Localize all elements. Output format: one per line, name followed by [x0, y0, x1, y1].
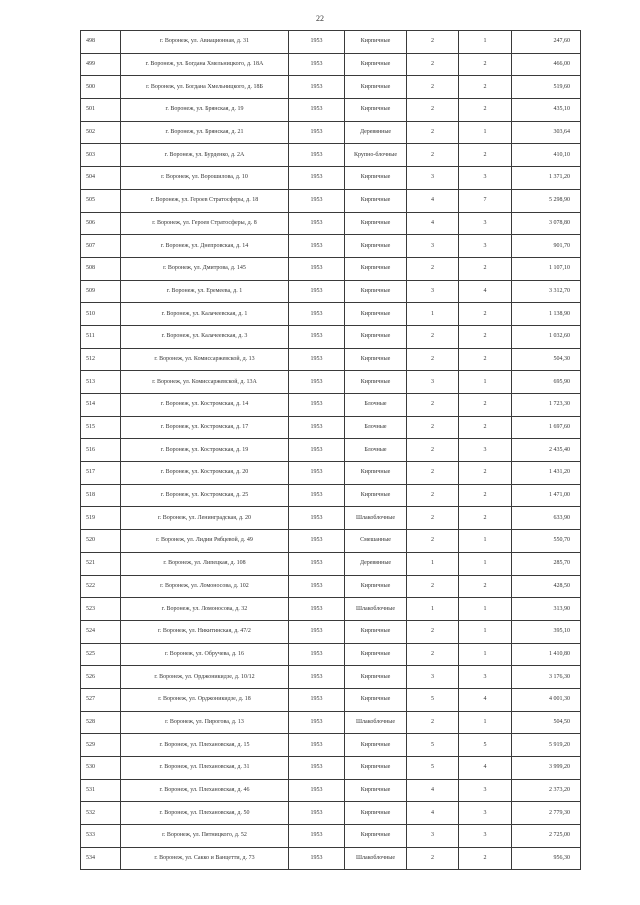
- cell-floors: 4: [407, 189, 459, 212]
- cell-material: Кирпичные: [345, 779, 407, 802]
- cell-entrances: 2: [459, 507, 512, 530]
- cell-entrances: 3: [459, 212, 512, 235]
- cell-year: 1953: [289, 484, 345, 507]
- table-row: [81, 235, 581, 258]
- cell-area: 695,90: [512, 371, 581, 394]
- cell-year: 1953: [289, 189, 345, 212]
- cell-num: 500: [81, 76, 121, 99]
- cell-floors: 2: [407, 76, 459, 99]
- cell-entrances: 4: [459, 688, 512, 711]
- cell-area: 2 725,00: [512, 825, 581, 848]
- cell-area: 1 032,60: [512, 325, 581, 348]
- cell-material: Кирпичные: [345, 303, 407, 326]
- cell-area: 1 431,20: [512, 462, 581, 485]
- cell-address: г. Воронеж, ул. Сакко и Ванцетти, д. 73: [121, 847, 289, 870]
- cell-material: Блочные: [345, 394, 407, 417]
- cell-material: Деревянные: [345, 121, 407, 144]
- cell-entrances: 2: [459, 348, 512, 371]
- cell-entrances: 7: [459, 189, 512, 212]
- table-row: [81, 575, 581, 598]
- cell-year: 1953: [289, 462, 345, 485]
- cell-area: 504,30: [512, 348, 581, 371]
- cell-area: 519,60: [512, 76, 581, 99]
- cell-area: 1 471,00: [512, 484, 581, 507]
- cell-num: 505: [81, 189, 121, 212]
- table-row: [81, 825, 581, 848]
- cell-address: г. Воронеж, ул. Плехановская, д. 50: [121, 802, 289, 825]
- cell-year: 1953: [289, 416, 345, 439]
- cell-year: 1953: [289, 348, 345, 371]
- cell-num: 527: [81, 688, 121, 711]
- cell-floors: 2: [407, 394, 459, 417]
- cell-area: 4 001,30: [512, 688, 581, 711]
- cell-year: 1953: [289, 688, 345, 711]
- cell-entrances: 1: [459, 121, 512, 144]
- cell-floors: 2: [407, 530, 459, 553]
- cell-floors: 5: [407, 688, 459, 711]
- cell-address: г. Воронеж, ул. Обручева, д. 16: [121, 643, 289, 666]
- cell-num: 515: [81, 416, 121, 439]
- cell-year: 1953: [289, 802, 345, 825]
- cell-num: 521: [81, 552, 121, 575]
- table-row: [81, 643, 581, 666]
- cell-address: г. Воронеж, ул. Костромская, д. 20: [121, 462, 289, 485]
- table-row: [81, 462, 581, 485]
- cell-address: г. Воронеж, ул. Ленинградская, д. 20: [121, 507, 289, 530]
- cell-address: г. Воронеж, ул. Плехановская, д. 46: [121, 779, 289, 802]
- cell-year: 1953: [289, 280, 345, 303]
- cell-entrances: 4: [459, 757, 512, 780]
- cell-area: 2 779,30: [512, 802, 581, 825]
- cell-address: г. Воронеж, ул. Еремеева, д. 1: [121, 280, 289, 303]
- table-row: [81, 666, 581, 689]
- cell-floors: 4: [407, 212, 459, 235]
- cell-entrances: 1: [459, 530, 512, 553]
- cell-area: 303,64: [512, 121, 581, 144]
- cell-area: 956,30: [512, 847, 581, 870]
- cell-material: Кирпичные: [345, 280, 407, 303]
- table-row: [81, 280, 581, 303]
- table-row: [81, 257, 581, 280]
- cell-material: Блочные: [345, 439, 407, 462]
- cell-material: Блочные: [345, 416, 407, 439]
- table-row: [81, 371, 581, 394]
- table-row: [81, 530, 581, 553]
- cell-area: 428,50: [512, 575, 581, 598]
- cell-num: 506: [81, 212, 121, 235]
- table-row: [81, 212, 581, 235]
- cell-entrances: 3: [459, 439, 512, 462]
- cell-floors: 3: [407, 371, 459, 394]
- cell-floors: 3: [407, 235, 459, 258]
- cell-floors: 2: [407, 348, 459, 371]
- cell-floors: 2: [407, 257, 459, 280]
- cell-address: г. Воронеж, ул. Богдана Хмельницкого, д. 18А: [121, 53, 289, 76]
- cell-material: Кирпичные: [345, 462, 407, 485]
- cell-area: 410,10: [512, 144, 581, 167]
- cell-material: Кирпичные: [345, 575, 407, 598]
- cell-num: 528: [81, 711, 121, 734]
- cell-num: 503: [81, 144, 121, 167]
- cell-entrances: 2: [459, 53, 512, 76]
- cell-material: Кирпичные: [345, 167, 407, 190]
- cell-area: 633,90: [512, 507, 581, 530]
- cell-floors: 4: [407, 802, 459, 825]
- cell-entrances: 1: [459, 598, 512, 621]
- table-row: [81, 802, 581, 825]
- cell-entrances: 2: [459, 99, 512, 122]
- cell-material: Кирпичные: [345, 484, 407, 507]
- cell-num: 523: [81, 598, 121, 621]
- cell-area: 3 999,20: [512, 757, 581, 780]
- cell-entrances: 3: [459, 802, 512, 825]
- cell-entrances: 3: [459, 167, 512, 190]
- cell-year: 1953: [289, 235, 345, 258]
- cell-num: 522: [81, 575, 121, 598]
- cell-num: 511: [81, 325, 121, 348]
- cell-entrances: 1: [459, 620, 512, 643]
- cell-year: 1953: [289, 711, 345, 734]
- table-row: [81, 99, 581, 122]
- cell-address: г. Воронеж, ул. Костромская, д. 17: [121, 416, 289, 439]
- cell-material: Кирпичные: [345, 348, 407, 371]
- cell-address: г. Воронеж, ул. Костромская, д. 14: [121, 394, 289, 417]
- table-row: [81, 734, 581, 757]
- cell-material: Кирпичные: [345, 257, 407, 280]
- table-row: [81, 484, 581, 507]
- cell-area: 3 176,30: [512, 666, 581, 689]
- cell-floors: 2: [407, 507, 459, 530]
- cell-entrances: 1: [459, 643, 512, 666]
- cell-year: 1953: [289, 76, 345, 99]
- cell-area: 313,90: [512, 598, 581, 621]
- cell-year: 1953: [289, 575, 345, 598]
- cell-num: 507: [81, 235, 121, 258]
- table-row: [81, 167, 581, 190]
- cell-entrances: 2: [459, 325, 512, 348]
- table-row: [81, 325, 581, 348]
- cell-area: 1 697,60: [512, 416, 581, 439]
- cell-num: 519: [81, 507, 121, 530]
- cell-floors: 2: [407, 31, 459, 54]
- cell-entrances: 2: [459, 257, 512, 280]
- cell-material: Кирпичные: [345, 643, 407, 666]
- cell-entrances: 5: [459, 734, 512, 757]
- cell-material: Кирпичные: [345, 76, 407, 99]
- cell-num: 529: [81, 734, 121, 757]
- cell-material: Кирпичные: [345, 371, 407, 394]
- table-row: [81, 121, 581, 144]
- cell-material: Крупно-блочные: [345, 144, 407, 167]
- cell-address: г. Воронеж, ул. Комиссаржевской, д. 13А: [121, 371, 289, 394]
- cell-address: г. Воронеж, ул. Плехановская, д. 31: [121, 757, 289, 780]
- cell-area: 3 312,70: [512, 280, 581, 303]
- cell-year: 1953: [289, 530, 345, 553]
- cell-entrances: 3: [459, 666, 512, 689]
- cell-area: 285,70: [512, 552, 581, 575]
- cell-material: Кирпичные: [345, 757, 407, 780]
- cell-material: Кирпичные: [345, 53, 407, 76]
- cell-entrances: 1: [459, 371, 512, 394]
- cell-floors: 2: [407, 99, 459, 122]
- table-row: [81, 394, 581, 417]
- cell-num: 531: [81, 779, 121, 802]
- cell-year: 1953: [289, 507, 345, 530]
- cell-num: 532: [81, 802, 121, 825]
- cell-num: 514: [81, 394, 121, 417]
- cell-year: 1953: [289, 825, 345, 848]
- cell-num: 513: [81, 371, 121, 394]
- cell-floors: 3: [407, 825, 459, 848]
- cell-num: 501: [81, 99, 121, 122]
- cell-floors: 2: [407, 325, 459, 348]
- cell-floors: 2: [407, 416, 459, 439]
- cell-floors: 3: [407, 280, 459, 303]
- cell-material: Кирпичные: [345, 620, 407, 643]
- cell-year: 1953: [289, 212, 345, 235]
- cell-year: 1953: [289, 144, 345, 167]
- cell-area: 395,10: [512, 620, 581, 643]
- cell-num: 533: [81, 825, 121, 848]
- cell-year: 1953: [289, 598, 345, 621]
- cell-area: 1 138,90: [512, 303, 581, 326]
- cell-material: Смешанные: [345, 530, 407, 553]
- cell-area: 1 723,30: [512, 394, 581, 417]
- cell-entrances: 2: [459, 394, 512, 417]
- table-row: [81, 416, 581, 439]
- cell-year: 1953: [289, 371, 345, 394]
- cell-floors: 2: [407, 847, 459, 870]
- table-row: [81, 507, 581, 530]
- cell-floors: 1: [407, 552, 459, 575]
- cell-address: г. Воронеж, ул. Костромская, д. 19: [121, 439, 289, 462]
- table-body: [81, 31, 581, 870]
- cell-address: г. Воронеж, ул. Героев Стратосферы, д. 18: [121, 189, 289, 212]
- table-row: [81, 348, 581, 371]
- cell-address: г. Воронеж, ул. Плехановская, д. 15: [121, 734, 289, 757]
- cell-material: Кирпичные: [345, 235, 407, 258]
- cell-material: Шлакоблочные: [345, 847, 407, 870]
- cell-floors: 1: [407, 598, 459, 621]
- cell-area: 550,70: [512, 530, 581, 553]
- cell-year: 1953: [289, 779, 345, 802]
- cell-material: Кирпичные: [345, 825, 407, 848]
- cell-area: 1 371,20: [512, 167, 581, 190]
- cell-material: Кирпичные: [345, 734, 407, 757]
- cell-floors: 1: [407, 303, 459, 326]
- cell-year: 1953: [289, 167, 345, 190]
- cell-address: г. Воронеж, ул. Пирогова, д. 13: [121, 711, 289, 734]
- cell-num: 502: [81, 121, 121, 144]
- cell-floors: 2: [407, 711, 459, 734]
- cell-area: 5 298,90: [512, 189, 581, 212]
- cell-material: Кирпичные: [345, 212, 407, 235]
- cell-floors: 5: [407, 757, 459, 780]
- cell-year: 1953: [289, 847, 345, 870]
- cell-floors: 2: [407, 620, 459, 643]
- cell-entrances: 1: [459, 552, 512, 575]
- cell-area: 435,10: [512, 99, 581, 122]
- cell-entrances: 2: [459, 462, 512, 485]
- cell-floors: 2: [407, 144, 459, 167]
- cell-year: 1953: [289, 53, 345, 76]
- table-row: [81, 439, 581, 462]
- table-row: [81, 144, 581, 167]
- cell-entrances: 2: [459, 416, 512, 439]
- cell-floors: 2: [407, 484, 459, 507]
- cell-address: г. Воронеж, ул. Брянская, д. 21: [121, 121, 289, 144]
- cell-address: г. Воронеж, ул. Бурденко, д. 2А: [121, 144, 289, 167]
- cell-material: Шлакоблочные: [345, 507, 407, 530]
- cell-year: 1953: [289, 734, 345, 757]
- table-row: [81, 303, 581, 326]
- cell-num: 530: [81, 757, 121, 780]
- cell-area: 901,70: [512, 235, 581, 258]
- cell-area: 2 435,40: [512, 439, 581, 462]
- cell-area: 5 919,20: [512, 734, 581, 757]
- cell-address: г. Воронеж, ул. Никитинская, д. 47/2: [121, 620, 289, 643]
- cell-num: 499: [81, 53, 121, 76]
- cell-entrances: 1: [459, 31, 512, 54]
- cell-year: 1953: [289, 121, 345, 144]
- table-row: [81, 53, 581, 76]
- cell-material: Шлакоблочные: [345, 711, 407, 734]
- cell-entrances: 3: [459, 235, 512, 258]
- cell-entrances: 2: [459, 484, 512, 507]
- cell-material: Кирпичные: [345, 688, 407, 711]
- cell-area: 1 107,10: [512, 257, 581, 280]
- cell-address: г. Воронеж, ул. Дмитрова, д. 145: [121, 257, 289, 280]
- cell-floors: 3: [407, 167, 459, 190]
- cell-num: 509: [81, 280, 121, 303]
- table-row: [81, 688, 581, 711]
- cell-area: 1 410,80: [512, 643, 581, 666]
- cell-num: 512: [81, 348, 121, 371]
- cell-address: г. Воронеж, ул. Ломоносова, д. 32: [121, 598, 289, 621]
- cell-address: г. Воронеж, ул. Комиссаржевской, д. 13: [121, 348, 289, 371]
- table-row: [81, 598, 581, 621]
- cell-floors: 5: [407, 734, 459, 757]
- cell-num: 498: [81, 31, 121, 54]
- cell-floors: 2: [407, 439, 459, 462]
- cell-year: 1953: [289, 757, 345, 780]
- table-row: [81, 76, 581, 99]
- cell-material: Кирпичные: [345, 99, 407, 122]
- cell-entrances: 4: [459, 280, 512, 303]
- table-row: [81, 189, 581, 212]
- cell-year: 1953: [289, 666, 345, 689]
- table-row: [81, 31, 581, 54]
- cell-address: г. Воронеж, ул. Орджоникидзе, д. 10/12: [121, 666, 289, 689]
- cell-address: г. Воронеж, ул. Калачеевская, д. 3: [121, 325, 289, 348]
- cell-entrances: 2: [459, 303, 512, 326]
- cell-area: 3 078,80: [512, 212, 581, 235]
- cell-floors: 3: [407, 666, 459, 689]
- cell-address: г. Воронеж, ул. Ломоносова, д. 102: [121, 575, 289, 598]
- cell-address: г. Воронеж, ул. Брянская, д. 19: [121, 99, 289, 122]
- cell-address: г. Воронеж, ул. Орджоникидзе, д. 18: [121, 688, 289, 711]
- cell-address: г. Воронеж, ул. Лидии Рябцевой, д. 49: [121, 530, 289, 553]
- cell-address: г. Воронеж, ул. Авиационная, д. 31: [121, 31, 289, 54]
- cell-address: г. Воронеж, ул. Пятницкого, д. 52: [121, 825, 289, 848]
- table-row: [81, 757, 581, 780]
- table-row: [81, 847, 581, 870]
- cell-year: 1953: [289, 31, 345, 54]
- cell-year: 1953: [289, 99, 345, 122]
- cell-floors: 2: [407, 53, 459, 76]
- table-row: [81, 620, 581, 643]
- page-number: 22: [316, 14, 324, 23]
- cell-year: 1953: [289, 303, 345, 326]
- cell-entrances: 1: [459, 711, 512, 734]
- cell-entrances: 3: [459, 825, 512, 848]
- cell-num: 524: [81, 620, 121, 643]
- cell-material: Шлакоблочные: [345, 598, 407, 621]
- housing-registry-table: [80, 30, 581, 870]
- cell-area: 504,50: [512, 711, 581, 734]
- cell-entrances: 2: [459, 575, 512, 598]
- cell-material: Деревянные: [345, 552, 407, 575]
- cell-entrances: 3: [459, 779, 512, 802]
- cell-address: г. Воронеж, ул. Липецкая, д. 108: [121, 552, 289, 575]
- table-row: [81, 779, 581, 802]
- cell-material: Кирпичные: [345, 189, 407, 212]
- cell-year: 1953: [289, 439, 345, 462]
- cell-floors: 2: [407, 462, 459, 485]
- cell-material: Кирпичные: [345, 666, 407, 689]
- cell-address: г. Воронеж, ул. Костромская, д. 25: [121, 484, 289, 507]
- cell-num: 510: [81, 303, 121, 326]
- cell-year: 1953: [289, 643, 345, 666]
- cell-num: 508: [81, 257, 121, 280]
- cell-address: г. Воронеж, ул. Днепровская, д. 14: [121, 235, 289, 258]
- cell-num: 525: [81, 643, 121, 666]
- cell-year: 1953: [289, 620, 345, 643]
- cell-floors: 2: [407, 575, 459, 598]
- cell-material: Кирпичные: [345, 31, 407, 54]
- cell-year: 1953: [289, 325, 345, 348]
- cell-area: 2 373,20: [512, 779, 581, 802]
- cell-year: 1953: [289, 552, 345, 575]
- cell-address: г. Воронеж, ул. Калачеевская, д. 1: [121, 303, 289, 326]
- cell-year: 1953: [289, 394, 345, 417]
- cell-floors: 2: [407, 643, 459, 666]
- table-row: [81, 552, 581, 575]
- cell-floors: 4: [407, 779, 459, 802]
- cell-num: 516: [81, 439, 121, 462]
- cell-num: 526: [81, 666, 121, 689]
- cell-year: 1953: [289, 257, 345, 280]
- cell-area: 466,00: [512, 53, 581, 76]
- cell-num: 518: [81, 484, 121, 507]
- cell-entrances: 2: [459, 847, 512, 870]
- cell-num: 534: [81, 847, 121, 870]
- cell-num: 517: [81, 462, 121, 485]
- cell-entrances: 2: [459, 76, 512, 99]
- cell-address: г. Воронеж, ул. Героев Стратосферы, д. 8: [121, 212, 289, 235]
- cell-material: Кирпичные: [345, 325, 407, 348]
- cell-num: 504: [81, 167, 121, 190]
- cell-address: г. Воронеж, ул. Ворошилова, д. 10: [121, 167, 289, 190]
- cell-floors: 2: [407, 121, 459, 144]
- cell-entrances: 2: [459, 144, 512, 167]
- cell-num: 520: [81, 530, 121, 553]
- cell-material: Кирпичные: [345, 802, 407, 825]
- table-row: [81, 711, 581, 734]
- cell-address: г. Воронеж, ул. Богдана Хмельницкого, д. 18Б: [121, 76, 289, 99]
- cell-area: 247,60: [512, 31, 581, 54]
